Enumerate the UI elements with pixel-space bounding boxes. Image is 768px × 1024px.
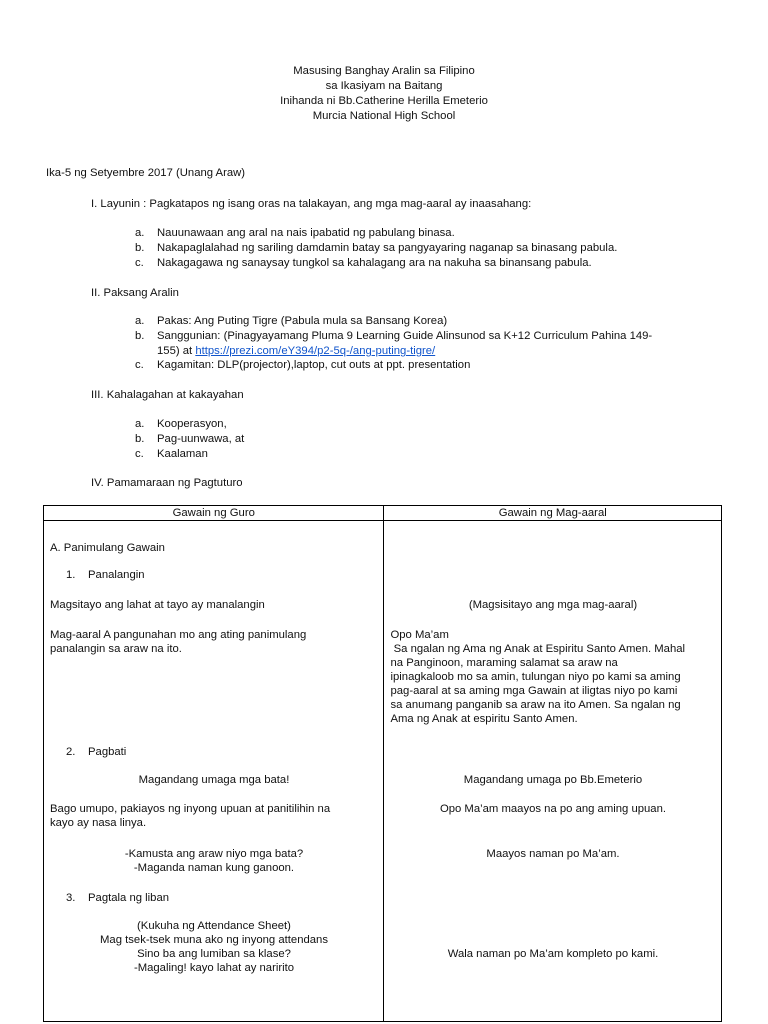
magaaral-text: Ama ng Anak at espiritu Santo Amen.: [390, 713, 578, 725]
magaaral-text: Opo Ma’am: [390, 629, 449, 641]
document-title: Masusing Banghay Aralin sa Filipino: [293, 65, 475, 77]
list-text: Kagamitan: DLP(projector),laptop, cut outs at ppt. presentation: [157, 359, 471, 371]
guro-text: -Maganda naman kung ganoon.: [133, 862, 295, 874]
magaaral-text: Magandang umaga po Bb.Emeterio: [463, 774, 643, 786]
step-panalangin: Panalangin: [88, 569, 145, 581]
list-marker: b.: [135, 330, 145, 342]
list-text: Kaalaman: [157, 448, 208, 460]
table-header-row: [44, 506, 722, 521]
magaaral-cell: [384, 521, 722, 1022]
magaaral-text: pag-aaral at sa aming mga Gawain at iligtas niyo po kami: [390, 685, 678, 697]
guro-text: Bago umupo, pakiayos ng inyong upuan at panitilihin na: [50, 803, 331, 815]
list-marker: b.: [135, 242, 145, 254]
guro-text: panalangin sa araw na ito.: [50, 643, 182, 655]
step-number: 1.: [66, 569, 76, 581]
magaaral-text: ipinagkaloob mo sa amin, tulungan niyo po kami sa aming: [390, 671, 681, 683]
list-text: Nauunawaan ang aral na nais ipabatid ng pabulang binasa.: [157, 227, 455, 239]
guro-text: Mag tsek-tsek muna ako ng inyong attendans: [100, 934, 328, 946]
magaaral-text: Opo Ma’am maayos na po ang aming upuan.: [439, 803, 667, 815]
author-line: Inihanda ni Bb.Catherine Herilla Emeterio: [280, 95, 488, 107]
magaaral-text: Sa ngalan ng Ama ng Anak at Espiritu Santo Amen. Mahal: [390, 643, 686, 655]
list-marker: a.: [135, 315, 145, 327]
section-pamamaraan-heading: IV. Pamamaraan ng Pagtuturo: [91, 477, 243, 489]
list-marker: c.: [135, 448, 144, 460]
reference-prefix: 155) at: [157, 345, 193, 357]
panimulang-gawain-heading: A. Panimulang Gawain: [50, 542, 165, 554]
column-header-guro: Gawain ng Guro: [44, 506, 384, 521]
grade-level: sa Ikasiyam na Baitang: [325, 80, 443, 92]
school-name: Murcia National High School: [312, 110, 456, 122]
step-number: 3.: [66, 892, 76, 904]
column-header-magaaral: Gawain ng Mag-aaral: [384, 506, 722, 521]
list-marker: a.: [135, 227, 145, 239]
list-text: Nakapaglalahad ng sariling damdamin batay sa pangyayaring naganap sa binasang pabula.: [157, 242, 618, 254]
list-marker: c.: [135, 359, 144, 371]
magaaral-text: Wala naman po Ma’am kompleto po kami.: [447, 948, 659, 960]
list-marker: a.: [135, 418, 145, 430]
list-marker: c.: [135, 257, 144, 269]
magaaral-text: (Magsisitayo ang mga mag-aaral): [468, 599, 638, 611]
list-text: Pag-uunwawa, at: [157, 433, 245, 445]
list-text: Sanggunian: (Pinagyayamang Pluma 9 Learning Guide Alinsunod sa K+12 Curriculum Pahina 149-: [157, 330, 653, 342]
reference-line: [157, 344, 435, 358]
guro-text: Sino ba ang lumiban sa klase?: [137, 948, 291, 960]
magaaral-text: na Panginoon, maraming salamat sa araw na: [390, 657, 618, 669]
section-layunin-heading: I. Layunin : Pagkatapos ng isang oras na talakayan, ang mga mag-aaral ay inaasahang:: [91, 198, 532, 210]
section-paksa-heading: II. Paksang Aralin: [91, 287, 179, 299]
guro-text: (Kukuha ng Attendance Sheet): [137, 920, 291, 932]
guro-text: Magandang umaga mga bata!: [138, 774, 290, 786]
list-text: Pakas: Ang Puting Tigre (Pabula mula sa Bansang Korea): [157, 315, 448, 327]
guro-cell: [44, 521, 384, 1022]
step-pagbati: Pagbati: [88, 746, 127, 758]
lesson-activity-table: [43, 505, 722, 1022]
section-kahalagahan-heading: III. Kahalagahan at kakayahan: [91, 389, 244, 401]
step-number: 2.: [66, 746, 76, 758]
table-row: [44, 521, 722, 1022]
date-line: Ika-5 ng Setyembre 2017 (Unang Araw): [46, 167, 246, 179]
step-pagtala: Pagtala ng liban: [88, 892, 170, 904]
guro-text: kayo ay nasa linya.: [50, 817, 147, 829]
magaaral-text: sa anumang panganib sa araw na ito Amen. Sa ngalan ng: [390, 699, 681, 711]
list-text: Nakagagawa ng sanaysay tungkol sa kahalagang ara na nakuha sa binansang pabula.: [157, 257, 592, 269]
prezi-link[interactable]: https://prezi.com/eY394/p2-5q-/ang-puting-tigre/: [195, 345, 436, 357]
guro-text: -Magaling! kayo lahat ay naririto: [133, 962, 295, 974]
guro-text: -Kamusta ang araw niyo mga bata?: [124, 848, 304, 860]
magaaral-text: Maayos naman po Ma’am.: [486, 848, 620, 860]
list-marker: b.: [135, 433, 145, 445]
guro-text: Mag-aaral A pangunahan mo ang ating panimulang: [50, 629, 307, 641]
list-text: Kooperasyon,: [157, 418, 227, 430]
guro-text: Magsitayo ang lahat at tayo ay manalangin: [50, 599, 265, 611]
